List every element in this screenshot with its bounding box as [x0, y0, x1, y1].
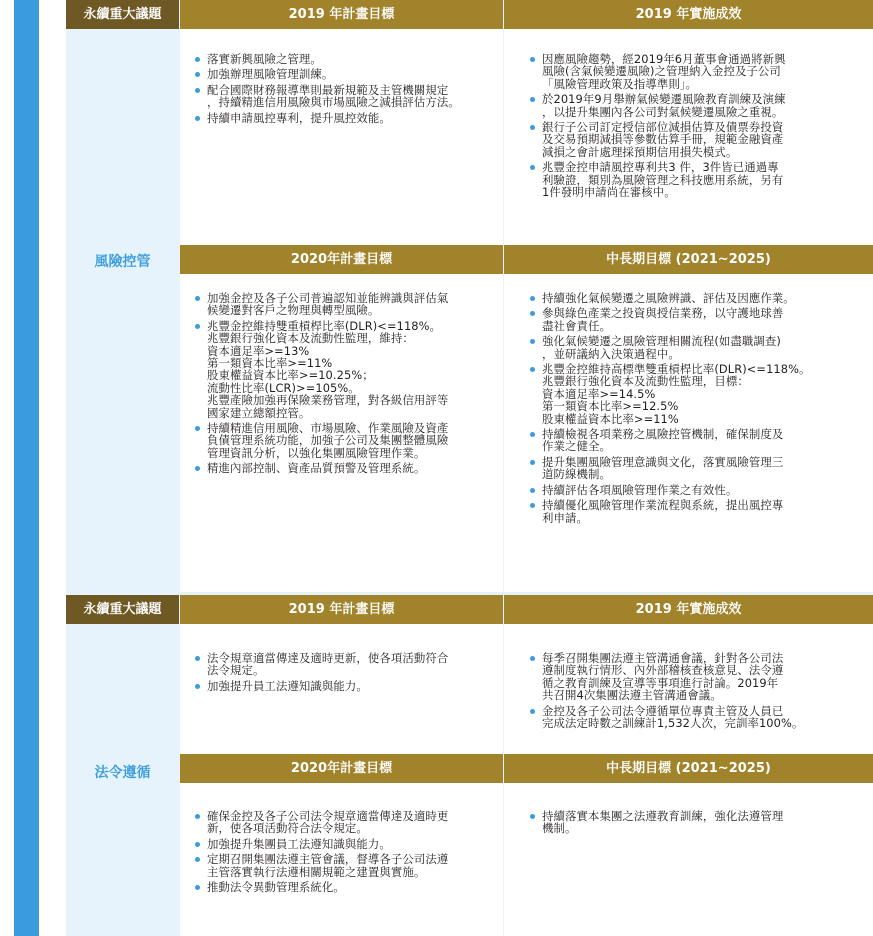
compliance-category-label: 法令遵循	[94, 765, 151, 781]
risk-header-long-term: 中長期目標 (2021~2025)	[504, 245, 873, 274]
list-item: 金控及各子公司法令遵循單位專責主管及人員已 完成法定時數之訓練計1,532人次，完訓率100%。	[528, 705, 848, 730]
list-item: 精進內部控制、資產品質預警及管理系統。	[193, 462, 498, 474]
list-item: 持續落實本集團之法遵教育訓練，強化法遵管理 機制。	[528, 810, 848, 835]
list-item: 加強金控及各子公司普遍認知並能辨識與評估氣 候變遷對客戶之物理與轉型風險。	[193, 292, 498, 317]
list-item: 強化氣候變遷之風險管理相關流程(如盡職調查) ，並研議納入決策過程中。	[528, 335, 858, 360]
risk-header-plan-2019: 2019 年計畫目標	[180, 0, 503, 29]
list-item: 參與綠色產業之投資與授信業務，以守護地球善 盡社會責任。	[528, 307, 858, 332]
list-item: 配合國際財務報導準則最新規範及主管機關規定 ，持續精進信用風險與市場風險之減損評估方法。	[193, 84, 498, 109]
compliance-header-topic: 永續重大議題	[66, 595, 179, 624]
compliance-long-term-cell	[504, 783, 873, 936]
compliance-long-term-list	[528, 810, 848, 838]
list-item: 兆豐金控維持雙重槓桿比率(DLR)<=118%。 兆豐銀行強化資本及流動性監理，維持： 資本適足率>=13% 第一類資本比率>=11% 股東權益資本比率>=10.25%； 流動性比率(LCR)>=105%。 兆豐產險加強再保險業務管理，對各級信用評等 國家建立總額控管。	[193, 320, 498, 419]
list-item: 加強辦理風險管理訓練。	[193, 68, 498, 80]
list-item: 定期召開集團法遵主管會議，督導各子公司法遵 主管落實執行法遵相關規範之建置與實施。	[193, 853, 498, 878]
list-item: 落實新興風險之管理。	[193, 53, 498, 65]
risk-header-topic: 永續重大議題	[66, 0, 179, 29]
risk-header-plan-2020: 2020年計畫目標	[180, 245, 503, 274]
risk-results-2019-list	[528, 53, 848, 201]
list-item: 持續檢視各項業務之風險控管機制，確保制度及 作業之健全。	[528, 428, 858, 453]
list-item: 持續優化風險管理作業流程與系統，提出風控專 利申請。	[528, 499, 858, 524]
risk-plan-2019-list	[193, 53, 498, 127]
list-item: 每季召開集團法遵主管溝通會議，針對各公司法 遵制度執行情形、內外部稽核查核意見、法令遵 循之教育訓練及宣導等事項進行討論。2019年 共召開4次集團法遵主管溝通會議。	[528, 652, 848, 702]
list-item: 持續強化氣候變遷之風險辨識、評估及因應作業。	[528, 292, 858, 304]
list-item: 提升集團風險管理意識與文化，落實風險管理三 道防線機制。	[528, 456, 858, 481]
list-item: 兆豐金控申請風控專利共3 件，3件皆已通過專 利驗證，類別為風險管理之科技應用系統，另有 1件發明申請尚在審核中。	[528, 161, 848, 198]
list-item: 持續評估各項風險管理作業之有效性。	[528, 484, 858, 496]
compliance-header-plan-2020: 2020年計畫目標	[180, 754, 503, 783]
list-item: 加強提升員工法遵知識與能力。	[193, 680, 498, 692]
list-item: 推動法令異動管理系統化。	[193, 881, 498, 893]
side-color-bar	[14, 0, 39, 936]
list-item: 兆豐金控維持高標準雙重槓桿比率(DLR)<=118%。 兆豐銀行強化資本及流動性監理，目標： 資本適足率>=14.5% 第一類資本比率>=12.5% 股東權益資本比率>=11%	[528, 363, 858, 425]
list-item: 加強提升集團員工法遵知識與能力。	[193, 838, 498, 850]
list-item: 因應風險趨勢，經2019年6月董事會通過將新興 風險(含氣候變遷風險)之管理納入金控及子公司 「風險管理政策及指導準則」。	[528, 53, 848, 90]
list-item: 持續申請風控專利，提升風控效能。	[193, 112, 498, 124]
list-item: 確保金控及各子公司法令規章適當傳達及適時更 新，使各項活動符合法令規定。	[193, 810, 498, 835]
compliance-plan-2019-list	[193, 652, 498, 695]
compliance-header-results-2019: 2019 年實施成效	[504, 595, 873, 624]
risk-long-term-list	[528, 292, 858, 527]
risk-header-results-2019: 2019 年實施成效	[504, 0, 873, 29]
risk-category-label: 風險控管	[94, 254, 151, 270]
compliance-plan-2020-list	[193, 810, 498, 896]
list-item: 持續精進信用風險、市場風險、作業風險及資產 負債管理系統功能，加強子公司及集團整體風險 管理資訊分析，以強化集團風險管理作業。	[193, 422, 498, 459]
list-item: 法令規章適當傳達及適時更新，使各項活動符合 法令規定。	[193, 652, 498, 677]
risk-plan-2020-list	[193, 292, 498, 478]
compliance-results-2019-list	[528, 652, 848, 732]
list-item: 於2019年9月舉辦氣候變遷風險教育訓練及演練 ，以提升集團內各公司對氣候變遷風險之重視。	[528, 93, 848, 118]
list-item: 銀行子公司訂定授信部位減損估算及債票券投資 及交易預期減損等參數估算手冊，規範金融資產 減損之會計處理採預期信用損失模式。	[528, 121, 848, 158]
compliance-header-long-term: 中長期目標 (2021~2025)	[504, 754, 873, 783]
compliance-header-plan-2019: 2019 年計畫目標	[180, 595, 503, 624]
